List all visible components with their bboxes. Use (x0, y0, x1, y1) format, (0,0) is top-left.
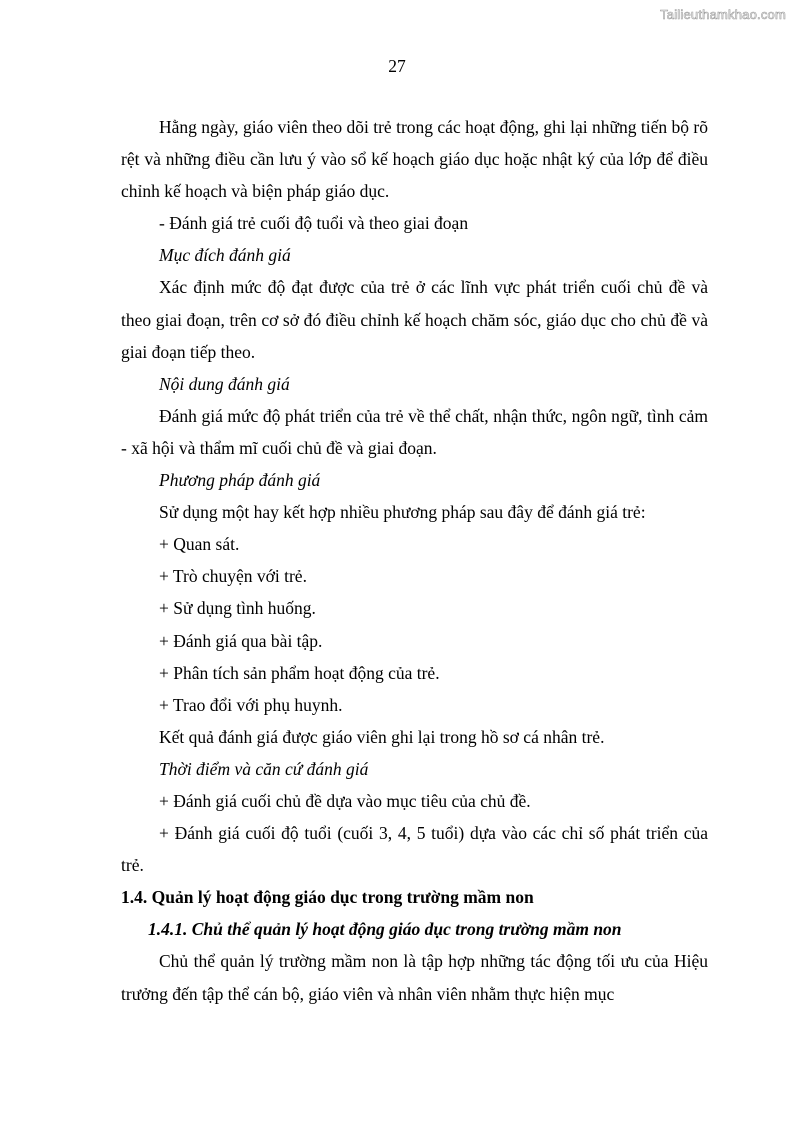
paragraph: Sử dụng một hay kết hợp nhiều phương pháp sau đây để đánh giá trẻ: (159, 502, 646, 523)
list-item: + Trò chuyện với trẻ. (159, 566, 307, 587)
list-item: + Sử dụng tình huống. (159, 598, 316, 619)
list-item: + Phân tích sản phẩm hoạt động của trẻ. (159, 662, 440, 683)
list-item: + Quan sát. (159, 534, 240, 555)
list-item: + Đánh giá cuối chủ đề dựa vào mục tiêu của chủ đề. (159, 790, 531, 811)
paragraph: Xác định mức độ đạt được của trẻ ở các lĩnh vực phát triển cuối chủ đề và theo giai đoạn, trên cơ sở đó điều chỉnh kế hoạch chăm sóc, giáo dục cho chủ đề và giai đoạn tiếp theo. (121, 277, 708, 362)
page-number: 27 (388, 56, 406, 76)
subheading-purpose: Mục đích đánh giá (159, 245, 291, 266)
list-heading: - Đánh giá trẻ cuối độ tuổi và theo giai đoạn (159, 213, 469, 234)
list-item: + Đánh giá qua bài tập. (159, 630, 323, 651)
page-body (121, 111, 708, 1010)
watermark: Tailieuthamkhao.com (660, 7, 786, 22)
paragraph: Đánh giá mức độ phát triển của trẻ về thể chất, nhận thức, ngôn ngữ, tình cảm - xã hội và thẩm mĩ cuối chủ đề và giai đoạn. (121, 405, 708, 458)
subsection-heading: 1.4.1. Chủ thể quản lý hoạt động giáo dục trong trường mầm non (148, 919, 622, 940)
paragraph: Chủ thể quản lý trường mầm non là tập hợp những tác động tối ưu của Hiệu trưởng đến tập thể cán bộ, giáo viên và nhân viên nhằm thực hiện mục (121, 951, 708, 1004)
section-heading: 1.4. Quản lý hoạt động giáo dục trong trường mầm non (121, 887, 534, 908)
list-item: + Đánh giá cuối độ tuổi (cuối 3, 4, 5 tuổi) dựa vào các chỉ số phát triển của trẻ. (121, 823, 708, 876)
subheading-method: Phương pháp đánh giá (159, 470, 321, 491)
subheading-timing: Thời điểm và căn cứ đánh giá (159, 758, 369, 779)
paragraph: Kết quả đánh giá được giáo viên ghi lại trong hồ sơ cá nhân trẻ. (159, 726, 605, 747)
list-item: + Trao đổi với phụ huynh. (159, 694, 343, 715)
paragraph: Hằng ngày, giáo viên theo dõi trẻ trong các hoạt động, ghi lại những tiến bộ rõ rệt và những điều cần lưu ý vào sổ kế hoạch giáo dục hoặc nhật ký của lớp để điều chỉnh kế hoạch và biện pháp giáo dục. (121, 117, 708, 202)
subheading-content: Nội dung đánh giá (159, 373, 290, 394)
